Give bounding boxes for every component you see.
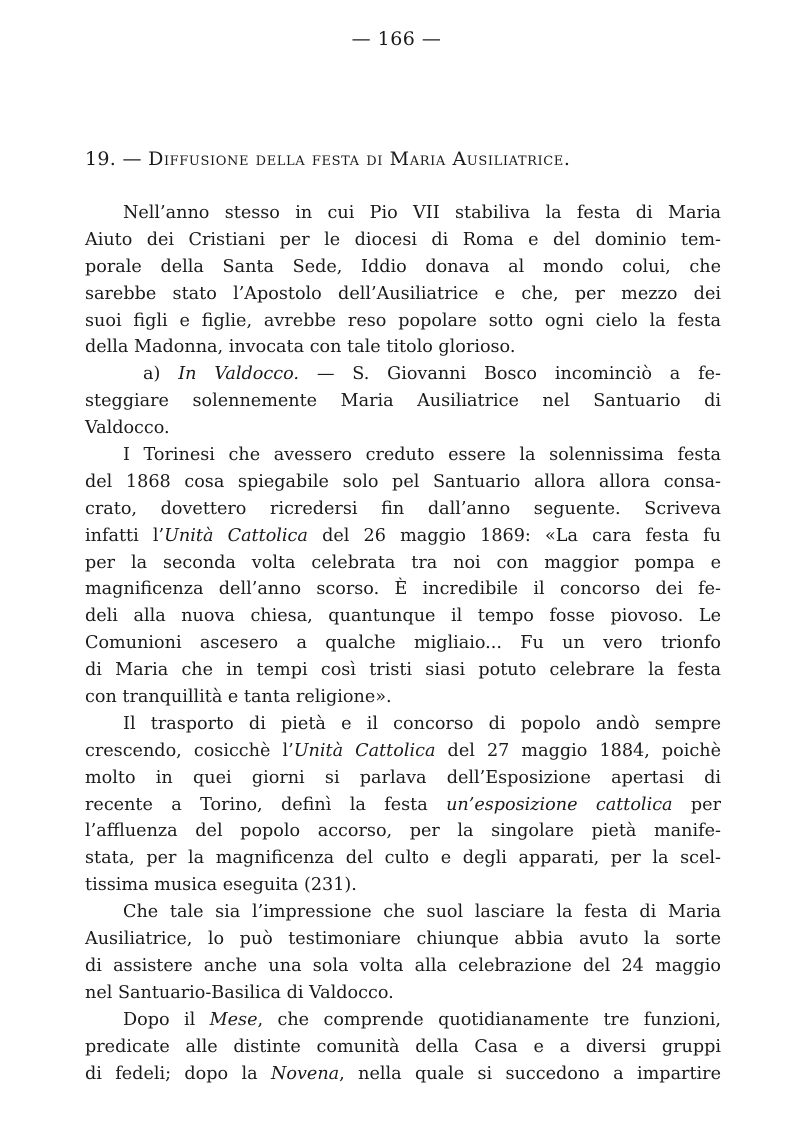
text-line — [85, 738, 721, 765]
italic-text: Mese — [209, 1009, 258, 1030]
section-heading — [85, 148, 725, 170]
line-text: , che comprende quotidianamente tre funzioni, — [257, 1009, 721, 1030]
text-line — [85, 442, 721, 469]
text-line — [85, 281, 721, 308]
line-text: I Torinesi che avessero creduto essere la solennissima festa — [123, 445, 721, 466]
line-text: della Madonna, invocata con tale titolo glorioso. — [85, 337, 516, 358]
line-text: recente a Torino, definì la festa — [85, 794, 447, 815]
line-text: del 26 maggio 1869: «La cara festa fu — [307, 525, 722, 546]
line-text: l’affluenza del popolo accorso, per la singolare pietà manife- — [85, 821, 721, 842]
line-text: molto in quei giorni si parlava dell’Esposizione apertasi di — [85, 767, 721, 788]
line-text: Nell’anno stesso in cui Pio VII stabiliva la festa di Maria — [123, 203, 721, 223]
text-line — [85, 469, 721, 496]
text-line — [85, 254, 721, 281]
line-text: nel Santuario-Basilica di Valdocco. — [85, 982, 394, 1003]
line-text: deli alla nuova chiesa, quantunque il tempo fosse piovoso. Le — [85, 606, 721, 627]
text-line — [85, 550, 721, 577]
text-line — [85, 1061, 721, 1088]
text-line — [85, 926, 721, 953]
line-text: steggiare solennemente Maria Ausiliatrice nel Santuario di — [85, 391, 721, 412]
text-line — [85, 576, 721, 603]
line-text: magnificenza dell’anno scorso. È incredibile il concorso dei fe- — [85, 579, 721, 600]
italic-text: Unità Cattolica — [293, 740, 436, 761]
text-line — [85, 818, 721, 845]
text-line — [85, 227, 721, 254]
text-line — [85, 953, 721, 980]
italic-text: Novena — [270, 1063, 340, 1084]
text-line — [85, 496, 721, 523]
section-title-text: Diffusione della festa di Maria Ausiliatrice. — [148, 148, 571, 170]
line-text: tissima musica eseguita (231). — [85, 875, 357, 896]
text-line — [85, 899, 721, 926]
text-line — [85, 711, 721, 738]
text-line — [85, 603, 721, 630]
line-text: per la seconda volta celebrata tra noi con maggior pompa e — [85, 552, 721, 573]
text-line — [85, 1034, 721, 1061]
text-line — [85, 200, 721, 227]
line-text: di fedeli; dopo la — [85, 1063, 271, 1084]
text-line — [85, 657, 721, 684]
line-text: Che tale sia l’impressione che suol lasciare la festa di Maria — [123, 902, 721, 923]
section-number: 19. — — [85, 148, 142, 170]
text-line — [85, 980, 721, 1007]
italic-text: In Valdocco. — [178, 364, 299, 385]
line-text: crato, dovettero ricredersi fin dall’anno seguente. Scriveva — [85, 498, 721, 519]
italic-text: un’esposizione cattolica — [446, 794, 673, 815]
body-text — [85, 200, 721, 1087]
line-text: Il trasporto di pietà e il concorso di popolo andò sempre — [123, 713, 721, 734]
line-text: per — [672, 794, 721, 815]
line-text: sarebbe stato l’Apostolo dell’Ausiliatrice e che, per mezzo dei — [85, 283, 721, 304]
line-text: Valdocco. — [85, 418, 170, 439]
text-line — [85, 388, 721, 415]
line-text: Aiuto dei Cristiani per le diocesi di Roma e del dominio tem- — [85, 229, 721, 250]
line-text: crescendo, cosicchè l’ — [85, 740, 294, 761]
text-line — [85, 765, 721, 792]
line-text: del 27 maggio 1884, poichè — [435, 740, 721, 761]
line-text: con tranquillità e tanta religione». — [85, 687, 392, 708]
line-text: del 1868 cosa spiegabile solo pel Santuario allora allora consa- — [85, 471, 721, 492]
text-line — [85, 792, 721, 819]
italic-text: Unità Cattolica — [164, 525, 308, 546]
text-line — [85, 684, 721, 711]
line-text: suoi figli e figlie, avrebbe reso popolare sotto ogni cielo la festa — [85, 310, 721, 331]
text-line — [85, 872, 721, 899]
line-text: stata, per la magnificenza del culto e degli apparati, per la scel- — [85, 848, 721, 869]
line-text: infatti l’ — [85, 525, 165, 546]
line-text: di assistere anche una sola volta alla celebrazione del 24 maggio — [85, 955, 721, 976]
text-line — [85, 630, 721, 657]
line-text: , nella quale si succedono a impartire — [339, 1063, 721, 1084]
text-line — [85, 523, 721, 550]
line-text: Ausiliatrice, lo può testimoniare chiunque abbia avuto la sorte — [85, 929, 721, 950]
text-line — [85, 845, 721, 872]
text-line — [85, 308, 721, 335]
line-text: Comunioni ascesero a qualche migliaio... Fu un vero trionfo — [85, 633, 721, 654]
text-line — [85, 334, 721, 361]
line-text: a) — [143, 364, 179, 385]
line-text: predicate alle distinte comunità della Casa e a diversi gruppi — [85, 1036, 721, 1057]
line-text: Dopo il — [123, 1009, 210, 1030]
page-number: — 166 — — [351, 28, 442, 50]
line-text: di Maria che in tempi così tristi siasi potuto celebrare la festa — [85, 660, 721, 681]
text-line — [85, 361, 721, 388]
line-text: — S. Giovanni Bosco incominciò a fe- — [298, 364, 721, 385]
line-text: porale della Santa Sede, Iddio donava al mondo colui, che — [85, 256, 721, 277]
text-line — [85, 1007, 721, 1034]
text-line — [85, 415, 721, 442]
